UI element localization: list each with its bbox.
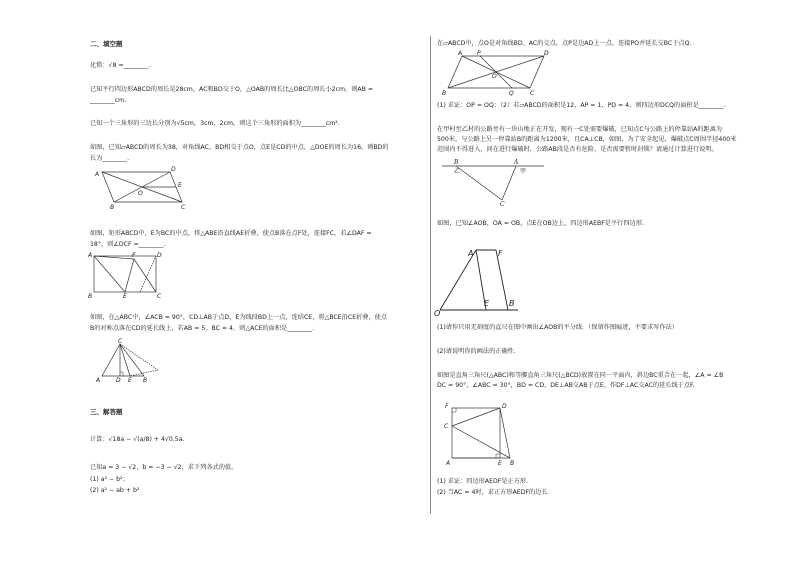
fig2-label-f: F xyxy=(132,252,136,259)
figure-parallelogram-op xyxy=(440,50,560,96)
fig2-label-a: A xyxy=(88,252,93,259)
fig1-label-d: D xyxy=(171,166,176,173)
fig1-label-b: B xyxy=(110,204,115,210)
fig7-label-b: B xyxy=(510,460,515,467)
question-parallelogram-perimeter-cont: ________cm. xyxy=(90,97,127,104)
column-divider xyxy=(430,36,431,514)
figure-angle-aob xyxy=(434,244,524,318)
question-op-oq-parts: (1) 求证：OP = OQ；（2）若▱ABCD的面积是12，AP = 1，PD = 4，则四边形DCQ的面积是________. xyxy=(437,102,726,109)
question-road-line1: 在甲村至乙村的公路旁有一块山地正在开发，现有一C处需要爆破，已知点C与公路上的停靠站A的距离为 xyxy=(437,126,723,133)
fig4-label-c: C xyxy=(530,90,535,96)
fig4-label-a: A xyxy=(458,50,463,57)
figure-rectangle-abcd xyxy=(88,250,164,300)
fig7-label-e: E xyxy=(498,460,502,467)
heading-fill-in: 二、填空题 xyxy=(90,40,123,48)
question-square-part2: (2) 当AC = 4时，求正方形AEDF的边长. xyxy=(437,489,550,496)
question-values-part1: (1) a² − b²； xyxy=(90,476,129,483)
question-parallelogram-perimeter: 已知平行四边形ABCD的周长是28cm，AC和BD交于O，△OAB的周长比△OBC的周长小2cm，则AB = xyxy=(90,86,374,93)
heading-answer: 三、解答题 xyxy=(90,408,123,416)
question-op-oq: 在▱ABCD中，点O是对角线BD、AC的交点，点P是边AD上一点，连接PO并延长交BC于点Q. xyxy=(437,40,692,47)
question-square-line2: DC = 90°，∠ABC = 30°，BD = CD，DE⊥AB交AB于点E，作DF⊥AC交AC的延长线于点F. xyxy=(437,382,695,389)
fig1-label-c: C xyxy=(181,204,186,210)
question-parallelogram-bd: 如图，已知▱ABCD的周长为38，对角线AC，BD相交于点O，点E是CD的中点，△DOE的周长为16，则BD的 xyxy=(90,144,389,151)
fig5-label-c: C xyxy=(500,201,505,206)
question-rhombus: 如图，已知∠AOB，OA = OB，点E在OB边上，四边形AEBF是平行四边形. xyxy=(437,220,644,227)
question-rectangle-fold-cont: 18°，则∠DCF =________. xyxy=(90,241,166,248)
fig2-label-e: E xyxy=(123,293,127,300)
fig7-label-a: A xyxy=(446,460,451,467)
fig7-label-f: F xyxy=(445,403,449,410)
figure-square-aedf xyxy=(440,398,516,468)
fig4-label-p: P xyxy=(477,50,481,57)
fig3-label-a: A xyxy=(96,377,101,384)
fig6-label-b: B xyxy=(509,299,515,308)
fig6-label-e: E xyxy=(484,299,490,308)
fig2-label-b: B xyxy=(88,293,93,300)
figure-road xyxy=(440,156,550,206)
fig2-label-d: D xyxy=(157,252,162,259)
fig4-label-b: B xyxy=(442,90,447,96)
fig6-label-o: O xyxy=(434,309,441,318)
fig3-label-c: C xyxy=(118,338,123,345)
question-values-part2: (2) a² − ab + b² xyxy=(90,487,140,494)
fig6-label-a: A xyxy=(468,249,474,258)
question-values: 已知a = 3 − √2，b = −3 − √2，求下列各式的值。 xyxy=(90,464,238,471)
question-rhombus-part1: (1)请你只用无刻度的直尺在图中画出∠AOB的平分线．（保留作图痕迹，不要求写作法） xyxy=(437,324,679,331)
fig1-label-o: O xyxy=(138,190,143,197)
fig5-label-yi: 乙 xyxy=(454,168,461,175)
question-road-line2: 500米，与公路上另一停靠站B的距离为1200米，且CA⊥CB，如图，为了安全起见，爆破点C周围半径400米 xyxy=(437,136,737,143)
fig3-label-b: B xyxy=(143,377,148,384)
fig2-label-c: C xyxy=(157,293,162,300)
question-rectangle-fold: 如图，矩形ABCD中，E为BC的中点，将△ABE沿直线AE折叠，使点B落在点F处，连接FC，若∠DAF = xyxy=(90,230,372,237)
fig5-label-b: B xyxy=(454,159,459,166)
fig1-label-a: A xyxy=(95,171,100,178)
question-square-line1: 如图是直角三角尺(△ABC)和等腰直角三角尺(△BCD)放置在同一平面内，斜边BC重合在一起，∠A = ∠B xyxy=(437,372,724,379)
question-right-triangle-fold-cont: B的对称点落在CD的延长线上，若AB = 5，BC = 4，则△ACE的面积是________. xyxy=(90,325,314,332)
fig4-label-o: O xyxy=(492,73,497,80)
fig4-label-q: Q xyxy=(509,90,514,96)
question-square-part1: (1) 求证：四边形AEDF是正方形. xyxy=(437,478,529,485)
question-right-triangle-fold: 如图，在△ABC中，∠ACB = 90°，CD⊥AB于点D，E为线段BD上一点，连结CE，将△BCE沿CE折叠，使点 xyxy=(90,314,388,321)
fig7-label-c: C xyxy=(444,423,449,430)
question-road-line3: 范围内不得进入，问在进行爆破时，公路AB段是否有危险，是否需要暂时封锁？请通过计算进行说明。 xyxy=(437,146,718,153)
question-triangle-area: 已知一个三角形的三边长分别为√5cm，3cm，2cm，则这个三角形的面积为________cm². xyxy=(90,120,340,127)
fig1-label-e: E xyxy=(178,182,182,189)
figure-parallelogram-abcd xyxy=(92,166,192,210)
fig4-label-d: D xyxy=(544,50,549,57)
fig3-label-d: D xyxy=(116,377,121,384)
question-rhombus-part2: (2)请说明你的画法的正确性. xyxy=(437,348,516,355)
fig6-label-f: F xyxy=(498,249,503,258)
fig5-label-a: A xyxy=(514,159,519,166)
question-parallelogram-bd-cont: 长为________. xyxy=(90,155,130,162)
fig5-label-jia: 甲 xyxy=(520,168,527,175)
figure-right-triangle-abc xyxy=(94,338,166,384)
question-calculate: 计算：√18a − √(a/8) + 4√0.5a. xyxy=(90,436,185,443)
fig7-label-d: D xyxy=(502,403,507,410)
fig3-label-e: E xyxy=(128,377,132,384)
question-sqrt: 化简：√8 =________. xyxy=(90,62,151,69)
